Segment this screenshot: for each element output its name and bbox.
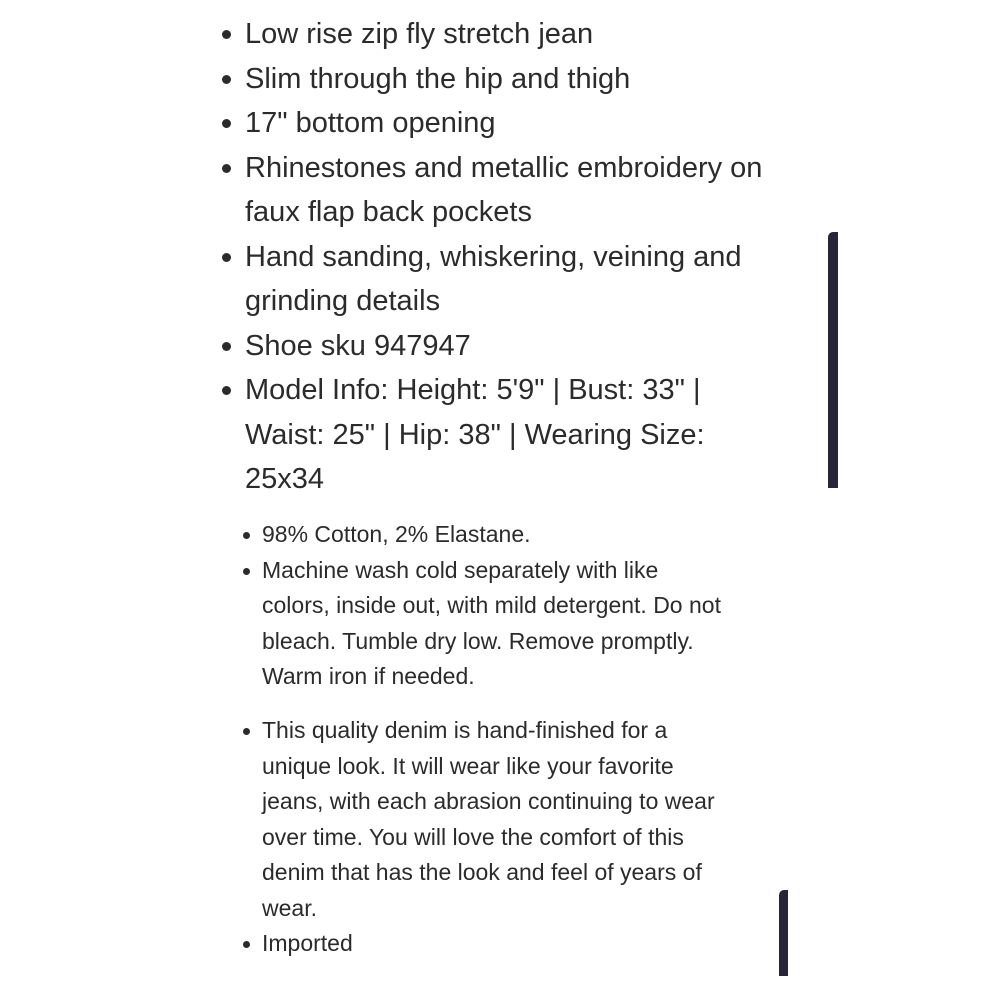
quality-text: Imported (262, 930, 353, 956)
bullet-icon (222, 342, 231, 351)
feature-text: 17" bottom opening (245, 107, 496, 139)
feature-text: Rhinestones and metallic embroidery on faux flap back pockets (245, 151, 763, 228)
care-text: Machine wash cold separately with like colors, inside out, with mild detergent. Do not bleach. Tumble dry low. Remove promptly. Warm iron if needed. (262, 556, 721, 689)
feature-item (245, 146, 765, 235)
feature-item (245, 101, 805, 146)
feature-list (245, 12, 805, 502)
feature-item (245, 57, 805, 102)
quality-item (262, 713, 720, 926)
quality-text: This quality denim is hand-finished for a unique look. It will wear like your favorite jeans, with each abrasion continuing to wear over time. You will love the comfort of this denim that has the look and feel of years of wear. (262, 717, 715, 921)
feature-text: Low rise zip fly stretch jean (245, 18, 594, 50)
bullet-icon (243, 568, 250, 575)
quality-item (262, 926, 732, 962)
care-list (262, 517, 732, 695)
bullet-icon (222, 75, 231, 84)
bullet-icon (243, 941, 250, 948)
scrollbar-thumb[interactable] (779, 890, 788, 976)
care-text: 98% Cotton, 2% Elastane. (262, 521, 531, 547)
bullet-icon (222, 253, 231, 262)
bullet-icon (222, 386, 231, 395)
feature-item (245, 235, 775, 324)
feature-text: Shoe sku 947947 (245, 329, 471, 362)
feature-text: Slim through the hip and thigh (245, 62, 631, 95)
bullet-icon (222, 119, 231, 128)
care-item (262, 517, 732, 553)
care-item (262, 553, 724, 695)
bullet-icon (243, 532, 250, 539)
bullet-icon (222, 164, 231, 173)
feature-item (245, 324, 805, 369)
bullet-icon (243, 728, 250, 735)
feature-item (245, 12, 805, 57)
bullet-icon (222, 30, 231, 39)
feature-text: Hand sanding, whiskering, veining and grinding details (245, 240, 742, 317)
feature-text: Model Info: Height: 5'9" | Bust: 33" | Waist: 25" | Hip: 38" | Wearing Size: 25x34 (245, 374, 705, 495)
feature-item (245, 368, 750, 502)
quality-list (262, 713, 732, 962)
scrollbar-thumb[interactable] (828, 232, 838, 488)
